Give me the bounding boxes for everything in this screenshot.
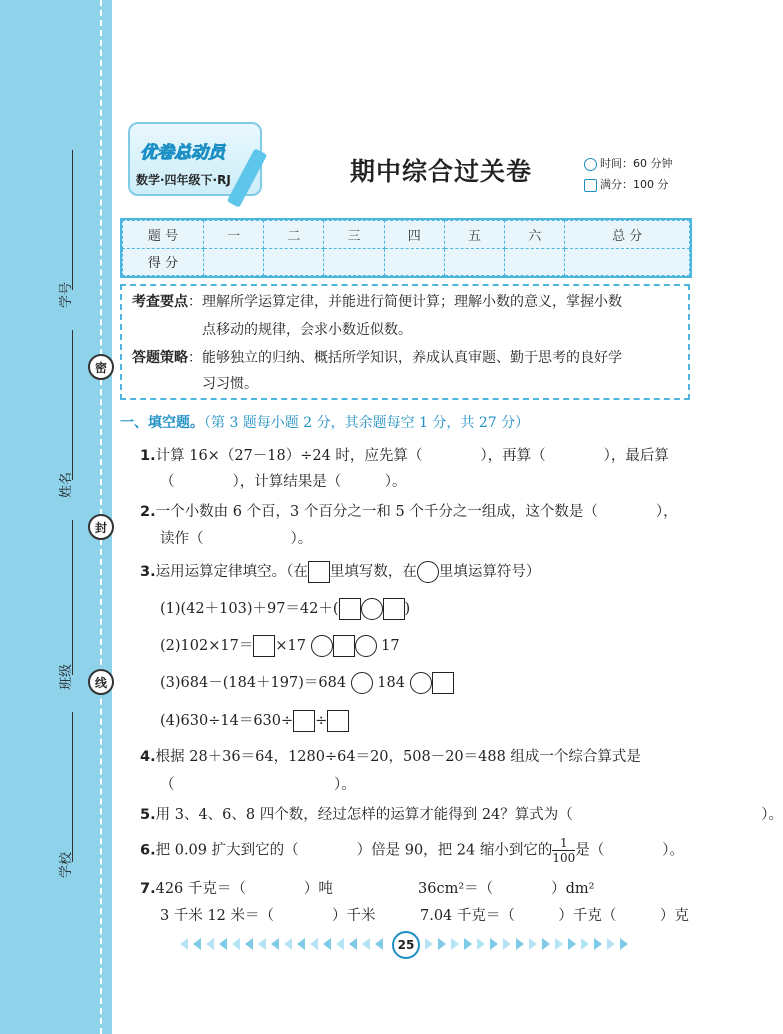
question-4-cont: （ ）。 — [160, 777, 356, 793]
arrow-left-icon — [375, 938, 383, 950]
arrow-left-icon — [297, 938, 305, 950]
key-label-2: 答题策略 — [132, 350, 188, 366]
time-text: 时间：60 分钟 — [600, 157, 673, 170]
arrow-left-icon — [193, 938, 201, 950]
score-cell[interactable] — [384, 248, 444, 276]
q-text: (3)684－(184＋197)＝684 — [160, 675, 347, 691]
header-cell: 四 — [384, 221, 444, 249]
question-5 — [140, 803, 783, 824]
header-cell: 总 分 — [565, 221, 690, 249]
answer-box[interactable] — [432, 672, 454, 694]
arrow-right-icon — [529, 938, 537, 950]
q-number: 5. — [140, 807, 156, 823]
student-id-label: 学号 — [59, 281, 74, 308]
colon: ： — [188, 350, 202, 366]
key-label-1: 考查要点 — [132, 294, 188, 310]
q-text: 根据 28＋36＝64，1280÷64＝20，508－20＝488 组成一个综合算式是 — [155, 749, 641, 765]
key-points-box — [120, 284, 690, 400]
arrow-left-icon — [206, 938, 214, 950]
answer-circle[interactable] — [410, 672, 432, 694]
question-7-d: 7.04 千克＝（ ）千克（ ）克 — [420, 908, 689, 924]
page-number: 25 — [392, 931, 420, 959]
header-cell: 一 — [204, 221, 264, 249]
question-3-3 — [160, 671, 454, 694]
class-label: 班级 — [59, 663, 74, 690]
score-cell[interactable] — [505, 248, 565, 276]
brand-logo-text: 优卷总动员 — [140, 143, 225, 163]
arrow-left-icon — [323, 938, 331, 950]
arrow-right-icon — [477, 938, 485, 950]
answer-box[interactable] — [339, 598, 361, 620]
answer-circle[interactable] — [361, 598, 383, 620]
q-text: 里填写数，在 — [329, 564, 417, 580]
question-7 — [140, 877, 333, 898]
question-7-b: 36cm²＝（ ）dm² — [418, 881, 595, 897]
answer-circle-icon — [417, 561, 439, 583]
score-table — [120, 218, 692, 278]
arrow-left-icon — [284, 938, 292, 950]
arrow-right-icon — [568, 938, 576, 950]
question-2 — [140, 500, 678, 521]
arrow-left-icon — [232, 938, 240, 950]
header-cell: 二 — [264, 221, 324, 249]
q-number: 3. — [140, 564, 156, 580]
arrow-right-icon — [581, 938, 589, 950]
arrow-right-icon — [542, 938, 550, 950]
key-text-2: 能够独立的归纳、概括所学知识，养成认真审题、勤于思考的良好学 — [202, 350, 622, 366]
header-cell: 三 — [324, 221, 384, 249]
answer-circle[interactable] — [351, 672, 373, 694]
class-line — [72, 520, 73, 675]
q-text: 计算 16×（27－18）÷24 时，应先算（ ），再算（ ），最后算 — [155, 448, 669, 464]
q-text: 一个小数由 6 个百，3 个百分之一和 5 个千分之一组成，这个数是（ ）， — [155, 504, 678, 520]
q-text: ×17 — [275, 638, 306, 654]
colon: ： — [188, 294, 202, 310]
question-1-cont: （ ），计算结果是（ ）。 — [160, 474, 407, 490]
q-text: 426 千克＝（ ）吨 — [155, 881, 333, 897]
arrow-right-icon — [438, 938, 446, 950]
q-text: 把 0.09 扩大到它的（ ）倍是 90，把 24 缩小到它的 — [155, 842, 553, 859]
answer-circle[interactable] — [355, 635, 377, 657]
q-text: ) — [404, 601, 411, 617]
arrow-left-icon — [245, 938, 253, 950]
arrow-right-icon — [490, 938, 498, 950]
answer-box[interactable] — [333, 635, 355, 657]
question-2-cont: 读作（ ）。 — [160, 531, 313, 547]
question-4 — [140, 745, 641, 766]
score-cell[interactable] — [204, 248, 264, 276]
arrow-right-icon — [451, 938, 459, 950]
arrow-right-icon — [425, 938, 433, 950]
score-info — [584, 176, 669, 192]
name-line — [72, 330, 73, 480]
q-number: 4. — [140, 749, 156, 765]
arrow-left-icon — [336, 938, 344, 950]
q-text: 用 3、4、6、8 四个数，经过怎样的运算才能得到 24？算式为（ ）。 — [155, 807, 783, 823]
section-heading — [120, 412, 529, 432]
section-note: （第 3 题每小题 2 分，其余题每空 1 分，共 27 分） — [204, 415, 530, 431]
q-text: 184 — [377, 675, 405, 691]
arrow-right-icon — [555, 938, 563, 950]
score-icon — [584, 179, 597, 192]
full-score-text: 满分：100 分 — [600, 178, 669, 191]
header-cell: 题 号 — [123, 221, 204, 249]
time-info — [584, 155, 673, 171]
arrow-right-icon — [607, 938, 615, 950]
arrow-right-icon — [594, 938, 602, 950]
q-number: 2. — [140, 504, 156, 520]
q-text: ÷ — [315, 713, 328, 729]
school-line — [72, 712, 73, 862]
name-label: 姓名 — [59, 471, 74, 498]
fraction-denominator: 100 — [552, 851, 576, 865]
page-title: 期中综合过关卷 — [350, 157, 533, 186]
question-7-c: 3 千米 12 米＝（ ）千米 — [160, 908, 376, 924]
fraction-numerator: 1 — [552, 836, 575, 851]
student-id-line — [72, 150, 73, 290]
q-text: 17 — [381, 638, 400, 654]
question-3-1 — [160, 597, 410, 620]
answer-box[interactable] — [293, 710, 315, 732]
arrow-right-icon — [620, 938, 628, 950]
clock-icon — [584, 158, 597, 171]
arrow-right-icon — [516, 938, 524, 950]
q-text: 里填运算符号） — [438, 564, 541, 580]
score-cell[interactable] — [264, 248, 324, 276]
key-line-3 — [132, 344, 680, 372]
q-text: (1)(42＋103)＋97＝42＋( — [160, 601, 339, 617]
q-number: 7. — [140, 881, 156, 897]
header-cell: 六 — [505, 221, 565, 249]
q-text: (2)102×17＝ — [160, 638, 254, 654]
q-text: 是（ ）。 — [575, 842, 684, 859]
q-number: 1. — [140, 448, 156, 464]
key-line-2: 点移动的规律，会求小数近似数。 — [202, 322, 412, 338]
key-line-4: 习习惯。 — [202, 376, 258, 392]
seal-feng: 封 — [88, 514, 114, 540]
arrow-left-icon — [271, 938, 279, 950]
arrow-left-icon — [349, 938, 357, 950]
q-number: 6. — [140, 842, 156, 859]
question-3 — [140, 560, 540, 583]
grade-subtitle: 数学·四年级下·RJ — [136, 173, 231, 187]
answer-box-icon — [308, 561, 330, 583]
question-3-2 — [160, 634, 400, 657]
score-cell[interactable] — [324, 248, 384, 276]
score-cell[interactable] — [565, 248, 690, 276]
school-label: 学校 — [59, 851, 74, 878]
key-line-1 — [132, 288, 680, 316]
answer-box[interactable] — [327, 710, 349, 732]
arrow-left-icon — [310, 938, 318, 950]
header-cell: 五 — [444, 221, 504, 249]
arrow-left-icon — [362, 938, 370, 950]
answer-circle[interactable] — [311, 635, 333, 657]
section-title: 一、填空题。 — [120, 415, 204, 431]
answer-box[interactable] — [253, 635, 275, 657]
arrow-left-icon — [180, 938, 188, 950]
key-text-1: 理解所学运算定律，并能进行简便计算；理解小数的意义，掌握小数 — [202, 294, 622, 310]
q-text: (4)630÷14＝630÷ — [160, 713, 294, 729]
score-row-label: 得 分 — [123, 248, 204, 276]
fraction — [552, 836, 575, 865]
arrow-right-icon — [503, 938, 511, 950]
question-6 — [140, 836, 684, 865]
q-text: 运用运算定律填空。（在 — [155, 564, 308, 580]
arrow-left-icon — [258, 938, 266, 950]
answer-box[interactable] — [383, 598, 405, 620]
arrow-left-icon — [219, 938, 227, 950]
seal-xian: 线 — [88, 669, 114, 695]
question-1 — [140, 444, 669, 465]
arrow-right-icon — [464, 938, 472, 950]
score-cell[interactable] — [444, 248, 504, 276]
seal-mi: 密 — [88, 354, 114, 380]
question-3-4 — [160, 709, 349, 732]
